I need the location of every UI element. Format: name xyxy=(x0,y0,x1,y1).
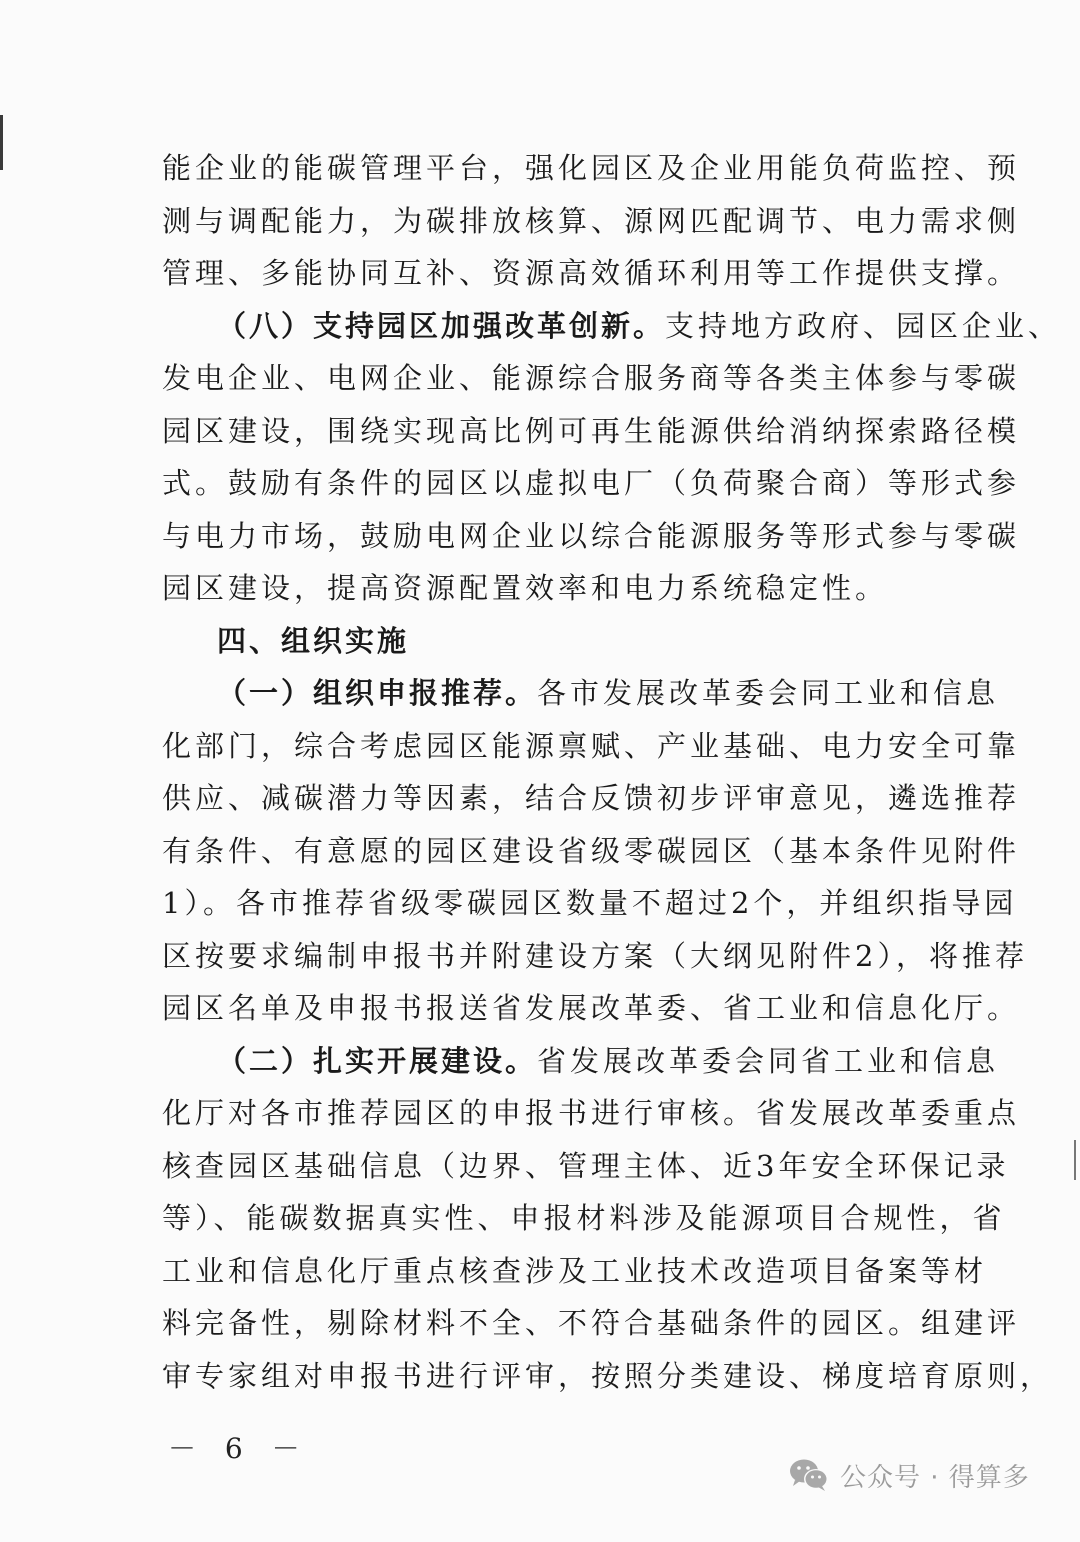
section-4-heading: 四、组织实施 xyxy=(217,623,410,658)
wechat-icon xyxy=(788,1457,830,1493)
item-2-title: （二）扎实开展建设。 xyxy=(217,1043,538,1078)
text-line: 供应、减碳潜力等因素，结合反馈初步评审意见，遴选推荐 xyxy=(162,781,1021,815)
text-line: 式。鼓励有条件的园区以虚拟电厂（负荷聚合商）等形式参 xyxy=(162,466,1021,500)
text-line: 园区名单及申报书报送省发展改革委、省工业和信息化厅。 xyxy=(162,991,1021,1025)
watermark xyxy=(788,1448,1030,1502)
text-line: 管理、多能协同互补、资源高效循环利用等工作提供支撑。 xyxy=(162,256,1021,290)
page-number: － 6 － xyxy=(168,1432,310,1465)
text-line: 1）。各市推荐省级零碳园区数量不超过2个，并组织指导园 xyxy=(162,886,1018,920)
text-line: 工业和信息化厅重点核查涉及工业技术改造项目备案等材 xyxy=(162,1253,988,1288)
text-line: 能企业的能碳管理平台，强化园区及企业用能负荷监控、预 xyxy=(162,151,1021,185)
text-line: 化部门，综合考虑园区能源禀赋、产业基础、电力安全可靠 xyxy=(162,728,1021,763)
scan-edge-mark xyxy=(0,115,3,170)
text-line: 园区建设，围绕实现高比例可再生能源供给消纳探索路径模 xyxy=(162,413,1021,448)
item-1-first-line xyxy=(162,667,1000,720)
text-line: 园区建设，提高资源配置效率和电力系统稳定性。 xyxy=(162,571,889,605)
scan-edge-mark xyxy=(1074,1140,1076,1180)
text-line: 等）、能碳数据真实性、申报材料涉及能源项目合规性，省 xyxy=(162,1201,1006,1235)
text-line: 与电力市场，鼓励电网企业以综合能源服务等形式参与零碳 xyxy=(162,518,1021,553)
item-1-text: 各市发展改革委会同工业和信息 xyxy=(537,676,1000,710)
text-line: 测与调配能力，为碳排放核算、源网匹配调节、电力需求侧 xyxy=(162,203,1021,238)
section-8-title: （八）支持园区加强改革创新。 xyxy=(217,308,666,343)
text-line: 化厅对各市推荐园区的申报书进行审核。省发展改革委重点 xyxy=(162,1096,1021,1130)
text-line: 料完备性，剔除材料不全、不符合基础条件的园区。组建评 xyxy=(162,1306,1021,1340)
text-line: 审专家组对申报书进行评审，按照分类建设、梯度培育原则， xyxy=(162,1358,1054,1393)
watermark-label: 公众号 · 得算多 xyxy=(840,1462,1030,1493)
text-line: 核查园区基础信息（边界、管理主体、近3年安全环保记录 xyxy=(162,1148,1010,1183)
item-1-title: （一）组织申报推荐。 xyxy=(217,676,538,710)
body-text xyxy=(162,142,1062,1402)
text-line: 发电企业、电网企业、能源综合服务商等各类主体参与零碳 xyxy=(162,361,1021,395)
item-2-text: 省发展改革委会同省工业和信息 xyxy=(537,1043,1000,1078)
text-line: 有条件、有意愿的园区建设省级零碳园区（基本条件见附件 xyxy=(162,833,1021,868)
section-8-text: 支持地方政府、园区企业、 xyxy=(665,308,1062,343)
item-2-first-line xyxy=(162,1035,1000,1088)
section-8-first-line xyxy=(162,300,1062,353)
text-line: 区按要求编制申报书并附建设方案（大纲见附件2），将推荐 xyxy=(162,938,1028,973)
